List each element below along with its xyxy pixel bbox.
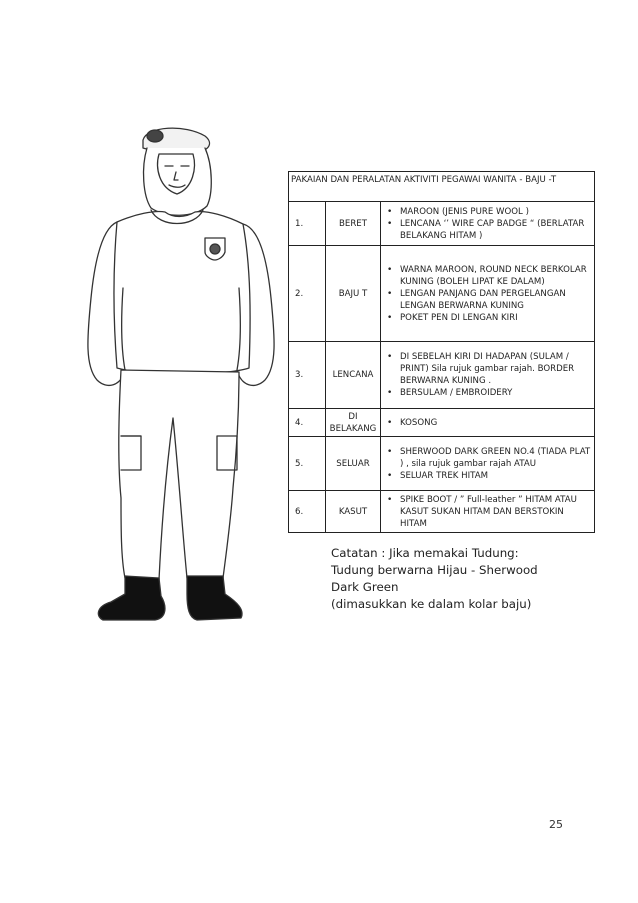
table-row <box>289 202 595 246</box>
detail-bullet: • POKET PEN DI LENGAN KIRI <box>381 312 592 324</box>
detail-bullet: • MAROON (JENIS PURE WOOL ) <box>381 206 592 218</box>
detail-bullet: • SPIKE BOOT / ” Full-leather ” HITAM ATAU KASUT SUKAN HITAM DAN BERSTOKIN HITAM <box>381 494 592 530</box>
detail-bullet: • KOSONG <box>381 417 592 429</box>
row-item: BERET <box>326 202 381 246</box>
row-number: 2. <box>289 246 326 342</box>
row-details <box>381 246 595 342</box>
table-row <box>289 409 595 437</box>
row-number: 6. <box>289 491 326 533</box>
table-header: PAKAIAN DAN PERALATAN AKTIVITI PEGAWAI WANITA - BAJU -T <box>289 172 595 202</box>
note-block <box>331 545 538 613</box>
note-line: Catatan : Jika memakai Tudung: <box>331 546 519 560</box>
detail-bullet: • SHERWOOD DARK GREEN NO.4 (TIADA PLAT ) , sila rujuk gambar rajah ATAU <box>381 446 592 470</box>
row-item: BAJU T <box>326 246 381 342</box>
row-item: SELUAR <box>326 437 381 491</box>
note-line: (dimasukkan ke dalam kolar baju) <box>331 597 532 611</box>
chest-badge <box>205 238 225 260</box>
uniform-figure-illustration <box>55 118 295 638</box>
row-item: LENCANA <box>326 342 381 409</box>
table-row <box>289 437 595 491</box>
page-number: 25 <box>549 818 563 831</box>
detail-bullet: • BERSULAM / EMBROIDERY <box>381 387 592 399</box>
row-details <box>381 491 595 533</box>
table-row <box>289 491 595 533</box>
note-line: Tudung berwarna Hijau - Sherwood <box>331 563 538 577</box>
row-item: DI BELAKANG <box>326 409 381 437</box>
row-number: 4. <box>289 409 326 437</box>
row-number: 1. <box>289 202 326 246</box>
detail-bullet: • DI SEBELAH KIRI DI HADAPAN (SULAM / PRINT) Sila rujuk gambar rajah. BORDER BERWARNA KUNING . <box>381 351 592 387</box>
row-number: 3. <box>289 342 326 409</box>
table-header-row <box>289 172 595 202</box>
detail-bullet: • LENCANA ‘’ WIRE CAP BADGE “ (BERLATAR BELAKANG HITAM ) <box>381 218 592 242</box>
uniform-spec-table <box>288 171 595 533</box>
row-details <box>381 342 595 409</box>
detail-bullet: • WARNA MAROON, ROUND NECK BERKOLAR KUNING (BOLEH LIPAT KE DALAM) <box>381 264 592 288</box>
table-row <box>289 246 595 342</box>
beret-badge <box>147 130 163 142</box>
detail-bullet: • SELUAR TREK HITAM <box>381 470 592 482</box>
note-line: Dark Green <box>331 580 399 594</box>
detail-bullet: • LENGAN PANJANG DAN PERGELANGAN LENGAN BERWARNA KUNING <box>381 288 592 312</box>
row-details <box>381 202 595 246</box>
row-item: KASUT <box>326 491 381 533</box>
trousers <box>119 370 239 580</box>
row-details <box>381 409 595 437</box>
shirt <box>114 211 250 374</box>
table-row <box>289 342 595 409</box>
row-number: 5. <box>289 437 326 491</box>
row-details <box>381 437 595 491</box>
left-boot <box>98 576 165 620</box>
right-boot <box>187 576 242 620</box>
